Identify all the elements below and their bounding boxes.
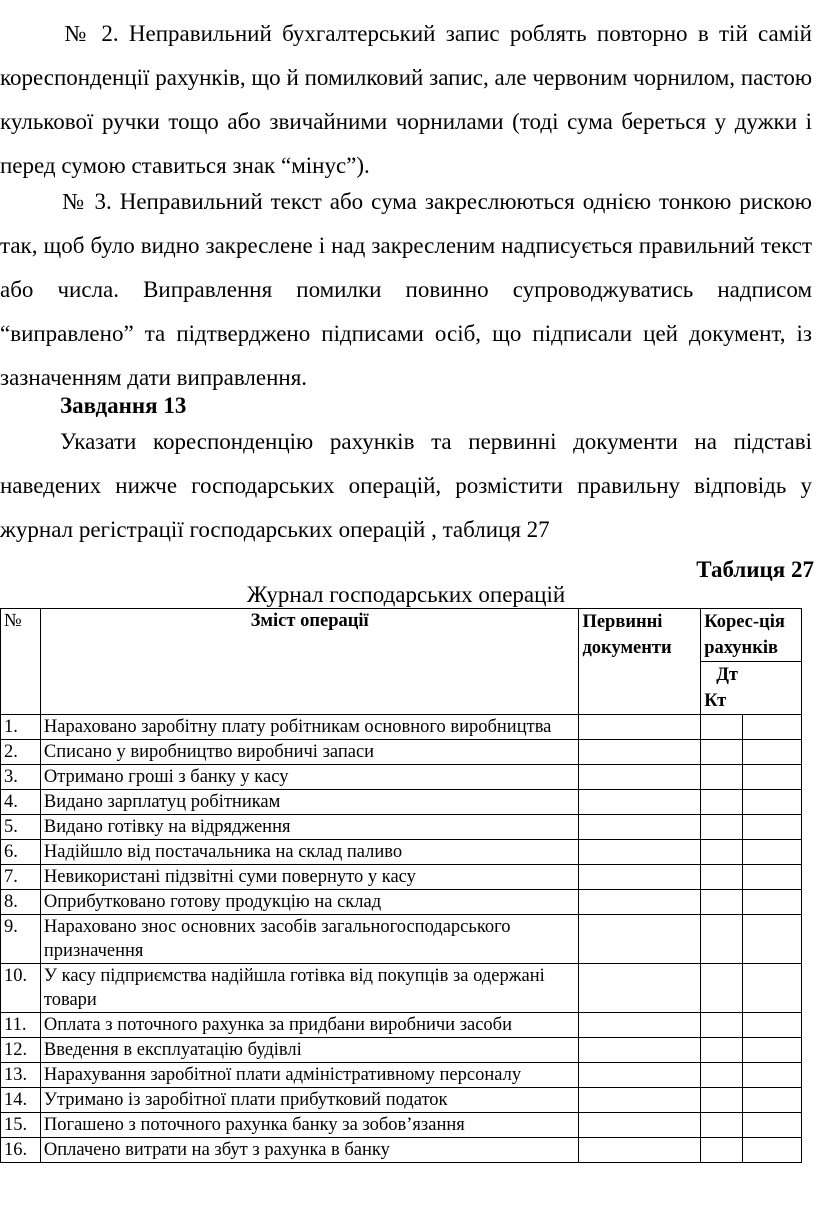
table-row [1,1138,802,1163]
row-documents-cell [579,1138,701,1163]
row-documents-cell [579,740,701,765]
row-kt-cell [743,1113,802,1138]
row-kt-cell [743,790,802,815]
row-dt-cell [701,915,743,964]
row-dt-cell [701,1113,743,1138]
table-row [1,790,802,815]
table-row [1,915,802,964]
table-row [1,1113,802,1138]
row-number: 8. [1,890,41,915]
row-kt-cell [743,1138,802,1163]
table-row [1,1063,802,1088]
row-operation: Невикористані підзвітні суми повернуто у касу [40,865,579,890]
row-operation: Нараховано заробітну плату робітникам основного виробництва [40,715,579,740]
table-caption [0,578,816,612]
row-kt-cell [743,740,802,765]
paragraph-3-text: Указати кореспонденцію рахунків та первинні документи на підставі наведених нижче господарських операцій, розмістити правильну відповідь у журнал регістрації господарських операцій , таблиця 27 [0,429,812,542]
row-number: 7. [1,865,41,890]
row-operation: Отримано гроші з банку у касу [40,765,579,790]
row-number: 5. [1,815,41,840]
row-kt-cell [743,840,802,865]
row-documents-cell [579,915,701,964]
row-number: 14. [1,1088,41,1113]
header-operation: Зміст операції [40,609,579,715]
table-caption-text: Журнал господарських операцій [246,582,566,607]
row-documents-cell [579,840,701,865]
row-kt-cell [743,715,802,740]
row-kt-cell [743,865,802,890]
row-dt-cell [701,840,743,865]
row-dt-cell [701,890,743,915]
table-row [1,1038,802,1063]
table-row [1,890,802,915]
paragraph-1 [0,12,812,188]
row-documents-cell [579,890,701,915]
row-kt-cell [743,815,802,840]
table-row [1,1088,802,1113]
row-documents-cell [579,1088,701,1113]
table-row [1,840,802,865]
row-documents-cell [579,964,701,1013]
table-body [1,715,802,1163]
row-number: 13. [1,1063,41,1088]
row-operation: Оплачено витрати на збут з рахунка в банку [40,1138,579,1163]
row-dt-cell [701,1063,743,1088]
row-dt-cell [701,1088,743,1113]
row-number: 6. [1,840,41,865]
row-documents-cell [579,815,701,840]
row-dt-cell [701,740,743,765]
paragraph-3 [0,420,812,552]
row-kt-cell [743,964,802,1013]
operations-journal-table [0,608,802,1163]
row-number: 15. [1,1113,41,1138]
row-dt-cell [701,715,743,740]
row-operation: Списано у виробництво виробничі запаси [40,740,579,765]
row-dt-cell [701,964,743,1013]
row-documents-cell [579,715,701,740]
row-kt-cell [743,1038,802,1063]
header-number: № [1,609,41,715]
row-operation: Введення в експлуатацію будівлі [40,1038,579,1063]
row-documents-cell [579,790,701,815]
row-dt-cell [701,865,743,890]
row-operation: Утримано із заробітної плати прибутковий податок [40,1088,579,1113]
table-row [1,765,802,790]
row-documents-cell [579,1063,701,1088]
row-kt-cell [743,890,802,915]
row-number: 2. [1,740,41,765]
row-operation: Погашено з поточного рахунка банку за зобов’язання [40,1113,579,1138]
row-operation: Надійшло від постачальника на склад паливо [40,840,579,865]
row-kt-cell [743,1088,802,1113]
header-dt-kt [701,662,802,715]
row-kt-cell [743,1063,802,1088]
table-header-row [1,609,802,662]
table-number-label: Таблиця 27 [696,557,814,582]
row-number: 4. [1,790,41,815]
header-kt: Кт [704,691,727,711]
row-number: 3. [1,765,41,790]
row-dt-cell [701,1038,743,1063]
row-number: 1. [1,715,41,740]
row-dt-cell [701,790,743,815]
row-operation: Оприбутковано готову продукцію на склад [40,890,579,915]
paragraph-1-text: № 2. Неправильний бухгалтерський запис роблять повторно в тій самій кореспонденції рахунків, що й помилковий запис, але червоним чорнилом, пастою кулькової ручки тощо або звичайними чорнилами (тоді сума береться у дужки і перед сумою ставиться знак “мінус”). [0,21,812,178]
row-operation: Оплата з поточного рахунка за придбани виробничи засоби [40,1013,579,1038]
row-kt-cell [743,915,802,964]
row-documents-cell [579,1113,701,1138]
row-kt-cell [743,765,802,790]
row-dt-cell [701,1013,743,1038]
row-documents-cell [579,1013,701,1038]
table-row [1,1013,802,1038]
row-documents-cell [579,865,701,890]
row-operation: Нарахування заробітної плати адміністративному персоналу [40,1063,579,1088]
row-dt-cell [701,1138,743,1163]
row-dt-cell [701,815,743,840]
row-operation: Видано готівку на відрядження [40,815,579,840]
table-row [1,964,802,1013]
row-kt-cell [743,1013,802,1038]
row-operation: У касу підприємства надійшла готівка від покупців за одержані товари [40,964,579,1013]
row-number: 10. [1,964,41,1013]
row-operation: Нараховано знос основних засобів загальногосподарського призначення [40,915,579,964]
table-row [1,815,802,840]
row-operation: Видано зарплатуц робітникам [40,790,579,815]
task-heading: Завдання 13 [60,393,187,418]
row-documents-cell [579,1038,701,1063]
row-number: 16. [1,1138,41,1163]
row-dt-cell [701,765,743,790]
header-correspondence: Корес-ція рахунків [701,609,802,662]
row-number: 11. [1,1013,41,1038]
table-row [1,740,802,765]
paragraph-2-text: № 3. Неправильний текст або сума закреслюються однією тонкою рискою так, щоб було видно закреслене і над закресленим надписується правильний текст або числа. Виправлення помилки повинно супроводжуватись надписом “виправлено” та підтверджено підписами осіб, що підписали цей документ, із зазначенням дати виправлення. [0,189,812,390]
row-documents-cell [579,765,701,790]
table-row [1,715,802,740]
table-row [1,865,802,890]
header-dt: Дт [716,665,739,685]
row-number: 9. [1,915,41,964]
row-number: 12. [1,1038,41,1063]
paragraph-2 [0,180,812,400]
header-documents: Первинні документи [579,609,701,715]
